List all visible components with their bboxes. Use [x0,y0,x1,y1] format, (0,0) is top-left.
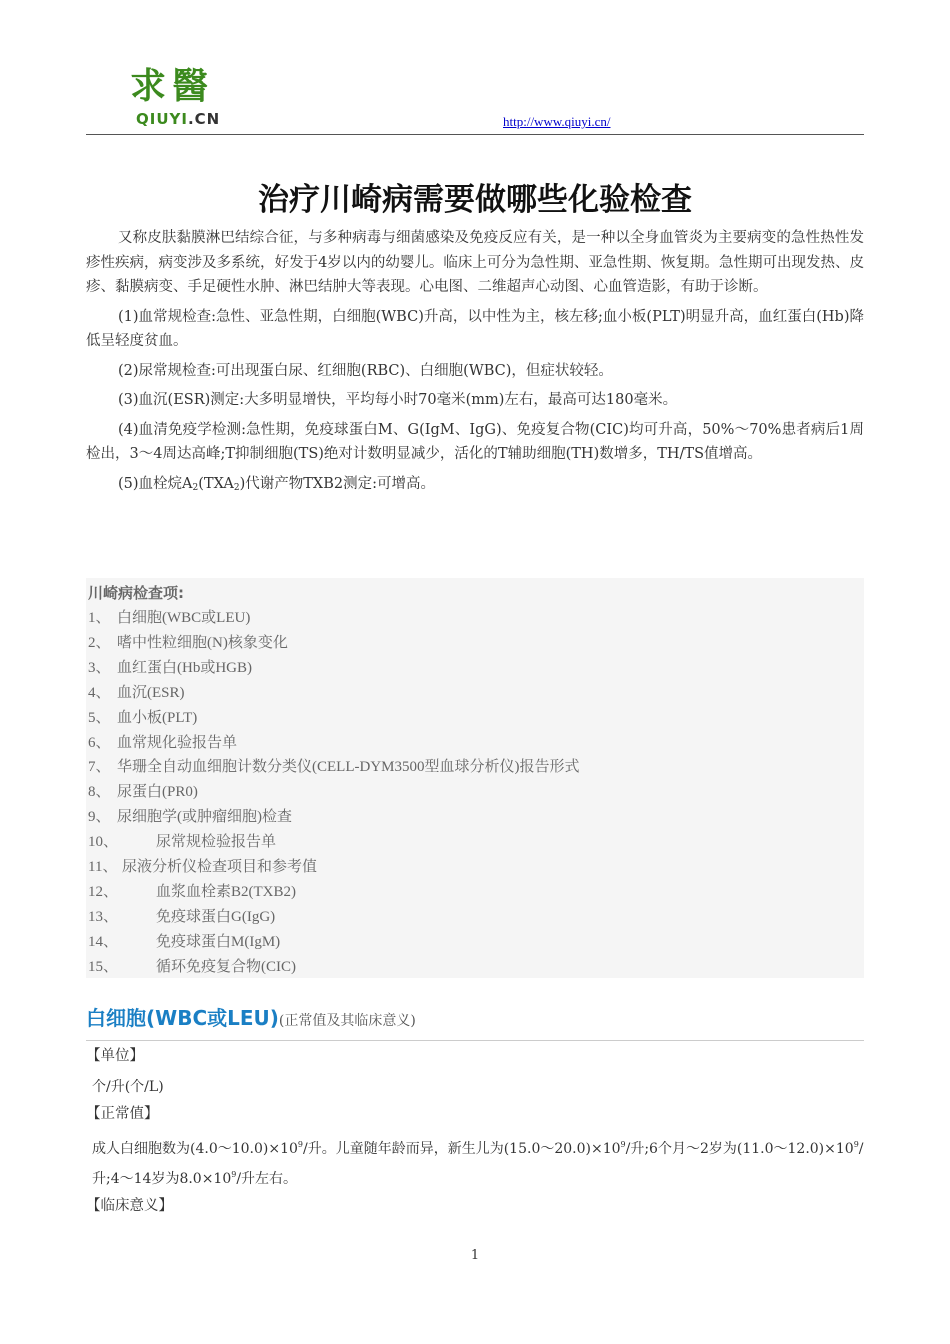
normal-value-label: 【正常值】 [86,1106,159,1122]
item-number: 9、 [88,809,111,826]
list-item[interactable] [88,656,579,681]
item-number: 2、 [88,634,111,651]
item-text: 尿常规检验报告单 [156,834,277,851]
item-text: 循环免疫复合物(CIC) [156,958,296,975]
checklist-title: 川崎病检查项: [88,584,184,602]
paragraph-urine-routine: (2)尿常规检查:可出现蛋白尿、红细胞(RBC)、白细胞(WBC)，但症状较轻。 [118,362,613,379]
item-text: 尿液分析仪检查项目和参考值 [122,859,318,876]
paragraph-txa2 [86,472,864,501]
list-item[interactable] [88,780,579,805]
txa2-text-b: (TXA [198,475,234,492]
paragraph-immunology: (4)血清免疫学检测:急性期，免疫球蛋白M、G(IgM、IgG)、免疫复合物(CIC)均可升高，50%～70%患者病后1周检出，3～4周达高峰;T抑制细胞(TS)绝对计数明显减少，活化的T辅助细胞(TH)数增多，TH/TS值增高。 [86,421,864,462]
item-number: 8、 [88,784,111,801]
item-text: 免疫球蛋白M(IgM) [156,933,281,950]
unit-value: 个/升(个/L) [92,1079,164,1095]
normal-text-b: /升。儿童随年龄而异，新生儿为(15.0～20.0)×10 [303,1141,621,1157]
item-number: 6、 [88,734,111,751]
superscript: 9 [231,1170,237,1179]
list-item[interactable] [88,830,579,855]
list-item[interactable] [88,855,579,880]
superscript: 9 [297,1140,303,1149]
unit-label: 【单位】 [86,1048,144,1064]
item-number: 13、 [88,908,119,925]
item-number: 4、 [88,684,111,701]
item-number: 12、 [88,883,119,900]
list-item[interactable] [88,905,579,930]
paragraph-esr: (3)血沉(ESR)测定:大多明显增快，平均每小时70毫米(mm)左右，最高可达180毫米。 [118,392,678,408]
page-title: 治疗川崎病需要做哪些化验检查 [258,182,692,218]
article-body [86,226,864,505]
item-text: 血沉(ESR) [117,684,185,701]
superscript: 9 [620,1140,626,1149]
logo-english-text [136,110,220,128]
item-number: 11、 [88,859,118,876]
list-item[interactable] [88,681,579,706]
list-item[interactable] [88,606,579,631]
item-text: 血常规化验报告单 [117,734,238,751]
item-number: 7、 [88,759,111,776]
item-text: 血小板(PLT) [117,709,198,726]
section-heading-note: (正常值及其临床意义) [278,1013,416,1029]
txa2-text-a: (5)血栓烷A [118,475,193,492]
normal-text-c: /升;6个月～2岁为(11.0～12.0)×10 [625,1141,854,1157]
list-item[interactable] [88,805,579,830]
checklist-items [88,606,579,980]
txa2-subscript: 2 [192,482,199,493]
item-number: 3、 [88,659,111,676]
list-item[interactable] [88,955,579,980]
item-text: 免疫球蛋白G(IgG) [156,908,276,925]
item-text: 尿蛋白(PR0) [117,784,198,801]
item-text: 血浆血栓素B2(TXB2) [156,883,296,900]
clinical-significance-label: 【临床意义】 [86,1198,173,1214]
txa2-subscript: 2 [233,482,240,493]
list-item[interactable] [88,755,579,780]
item-text: 血红蛋白(Hb或HGB) [117,659,252,676]
logo-chinese-text: 求醫 [130,65,215,107]
site-url-link[interactable]: http://www.qiuyi.cn/ [503,114,611,129]
section-heading: 白细胞(WBC或LEU) [86,1006,279,1030]
item-text: 尿细胞学(或肿瘤细胞)检查 [117,809,292,826]
section-title-wbc [86,1002,416,1031]
normal-text-a: 成人白细胞数为(4.0～10.0)×10 [92,1141,298,1157]
item-number: 14、 [88,933,119,950]
item-number: 5、 [88,709,111,726]
item-number: 1、 [88,610,111,626]
txa2-text-c: )代谢产物TXB2测定:可增高。 [239,475,436,492]
normal-value-text [92,1132,864,1192]
checklist-box [86,578,864,978]
page-header [86,62,864,135]
item-number: 15、 [88,958,119,975]
site-logo[interactable] [130,66,240,128]
list-item[interactable] [88,631,579,656]
normal-text-e: /升左右。 [236,1171,298,1187]
wbc-section [86,1044,864,1218]
list-item[interactable] [88,706,579,731]
item-text: 嗜中性粒细胞(N)核象变化 [117,634,288,651]
list-item[interactable] [88,930,579,955]
item-text: 白细胞(WBC或LEU) [117,610,251,626]
section-divider [86,1040,864,1041]
item-text: 华珊全自动血细胞计数分类仪(CELL-DYM3500型血球分析仪)报告形式 [117,759,580,776]
list-item[interactable] [88,880,579,905]
logo-en-main: QIUYI [136,110,188,128]
normal-text-d: /升;4～14岁为8.0×10 [92,1141,864,1187]
logo-en-suffix: .CN [187,110,221,128]
list-item[interactable] [88,731,579,756]
paragraph-blood-routine: (1)血常规检查:急性、亚急性期，白细胞(WBC)升高，以中性为主，核左移;血小板(PLT)明显升高，血红蛋白(Hb)降低呈轻度贫血。 [86,308,864,349]
page-number: 1 [470,1248,480,1263]
intro-paragraph: 又称皮肤黏膜淋巴结综合征，与多种病毒与细菌感染及免疫反应有关，是一种以全身血管炎为主要病变的急性热性发疹性疾病，病变涉及多系统，好发于4岁以内的幼婴儿。临床上可分为急性期、亚急性期、恢复期。急性期可出现发热、皮疹、黏膜病变、手足硬性水肿、淋巴结肿大等表现。心电图、二维超声心动图、心血管造影，有助于诊断。 [86,230,864,295]
item-number: 10、 [88,834,119,851]
superscript: 9 [853,1140,859,1149]
